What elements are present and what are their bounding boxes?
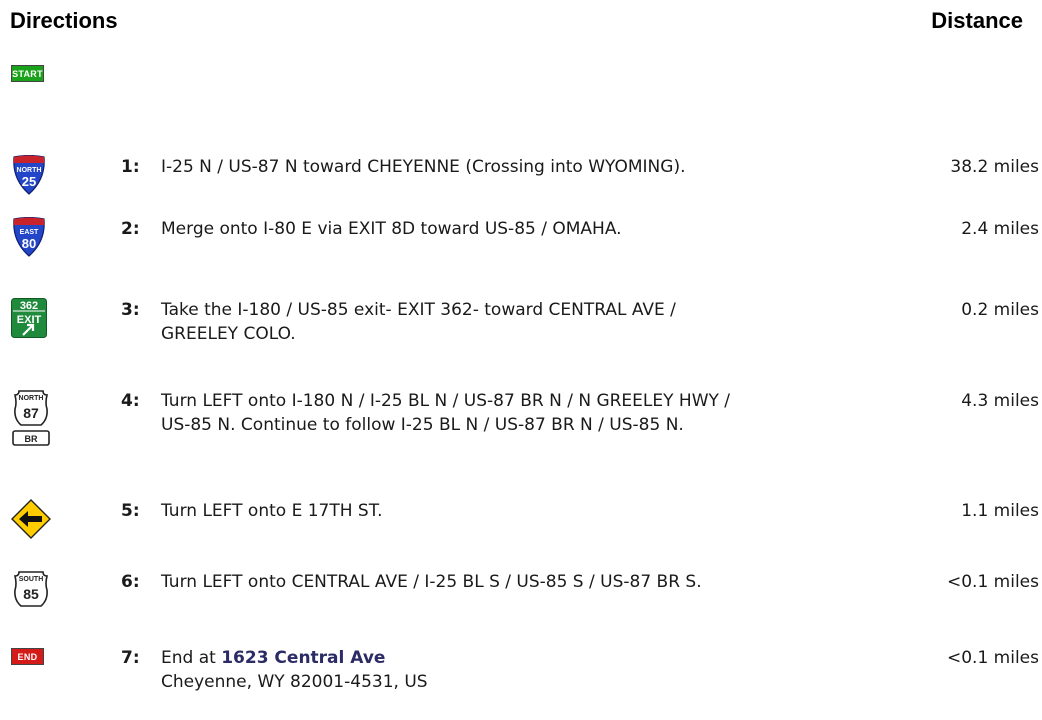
svg-text:25: 25 — [21, 174, 37, 189]
svg-text:SOUTH: SOUTH — [18, 576, 44, 583]
us-highway-shield-icon — [11, 389, 51, 447]
end-badge: END — [11, 648, 44, 665]
svg-text:NORTH: NORTH — [16, 167, 42, 174]
step-instruction: Turn LEFT onto CENTRAL AVE / I-25 BL S / US-85 S / US-87 BR S. — [161, 572, 702, 592]
step-instruction: Merge onto I-80 E via EXIT 8D toward US-85 / OMAHA. — [161, 219, 622, 239]
svg-text:80: 80 — [21, 236, 37, 251]
step-number: 2: — [121, 219, 140, 239]
step-distance: <0.1 miles — [946, 648, 1039, 668]
step-number: 3: — [121, 300, 140, 320]
step-distance: 0.2 miles — [961, 300, 1039, 320]
svg-text:362: 362 — [19, 300, 39, 312]
interstate-shield-icon — [11, 155, 47, 195]
step-instruction: I-25 N / US-87 N toward CHEYENNE (Crossing into WYOMING). — [161, 157, 686, 177]
svg-text:85: 85 — [23, 586, 39, 602]
end-prefix: End at — [161, 648, 222, 668]
step-number: 7: — [121, 648, 140, 668]
step-number: 6: — [121, 572, 140, 592]
step-distance: <0.1 miles — [946, 572, 1039, 592]
start-badge: START — [11, 65, 44, 82]
us-highway-shield-icon — [11, 570, 51, 610]
left-turn-sign-icon — [11, 499, 51, 539]
destination-address-line: Cheyenne, WY 82001-4531, US — [161, 672, 428, 692]
svg-text:EXIT: EXIT — [16, 314, 42, 326]
svg-text:NORTH: NORTH — [18, 395, 44, 402]
step-distance: 2.4 miles — [961, 219, 1039, 239]
step-instruction — [161, 646, 731, 694]
step-distance: 4.3 miles — [961, 391, 1039, 411]
step-instruction: Turn LEFT onto E 17TH ST. — [161, 501, 383, 521]
svg-text:EAST: EAST — [19, 229, 39, 236]
step-number: 5: — [121, 501, 140, 521]
directions-header: Directions — [10, 8, 118, 33]
svg-text:BR: BR — [24, 434, 38, 444]
step-number: 4: — [121, 391, 140, 411]
svg-text:87: 87 — [23, 405, 39, 421]
step-instruction: Take the I-180 / US-85 exit- EXIT 362- toward CENTRAL AVE / GREELEY COLO. — [161, 300, 676, 344]
step-distance: 1.1 miles — [961, 501, 1039, 521]
destination-address-name: 1623 Central Ave — [221, 648, 386, 668]
distance-header: Distance — [931, 8, 1023, 33]
step-distance: 38.2 miles — [950, 157, 1039, 177]
step-instruction: Turn LEFT onto I-180 N / I-25 BL N / US-87 BR N / N GREELEY HWY / US-85 N. Continue to follow I-25 BL N / US-87 BR N / US-85 N. — [161, 391, 731, 435]
exit-sign-icon — [11, 298, 47, 338]
interstate-shield-icon — [11, 217, 47, 257]
step-number: 1: — [121, 157, 140, 177]
